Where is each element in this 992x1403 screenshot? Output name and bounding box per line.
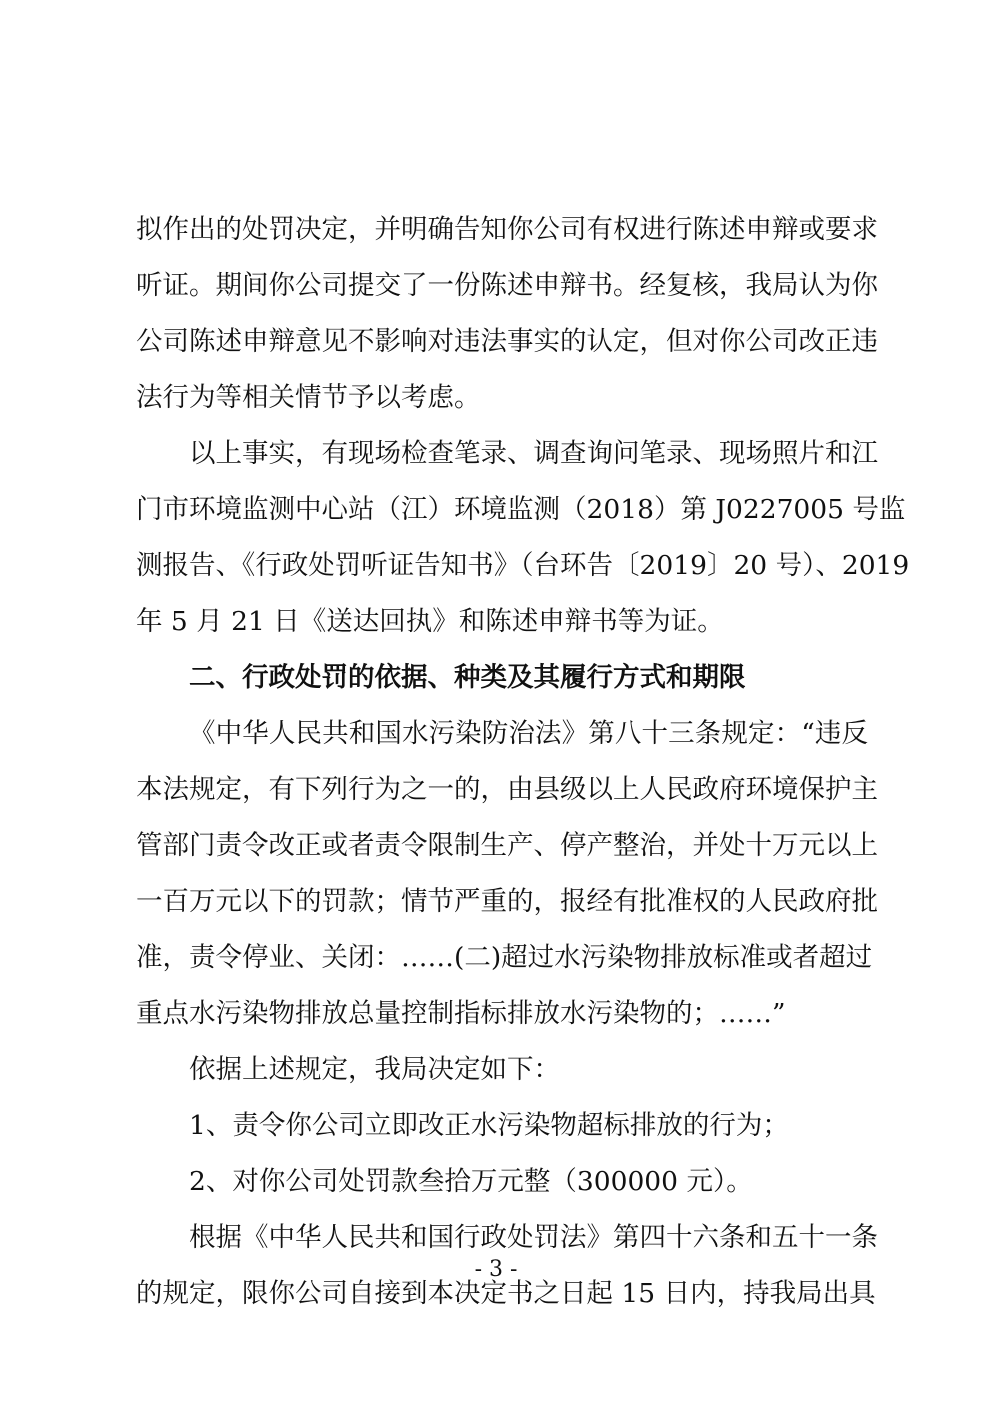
text-line: 听证。期间你公司提交了一份陈述申辩书。经复核，我局认为你: [136, 270, 878, 301]
text-line: 法行为等相关情节予以考虑。: [136, 382, 481, 413]
text-line: 拟作出的处罚决定，并明确告知你公司有权进行陈述申辩或要求: [136, 214, 878, 245]
text-line: 一百万元以下的罚款；情节严重的，报经有批准权的人民政府批: [136, 886, 878, 917]
page-number: - 3 -: [474, 1257, 518, 1282]
text-line: 《中华人民共和国水污染防治法》第八十三条规定：“违反: [189, 718, 868, 749]
list-item: 1、责令你公司立即改正水污染物超标排放的行为；: [189, 1110, 789, 1141]
text-line: 以上事实，有现场检查笔录、调查询问笔录、现场照片和江: [189, 438, 878, 469]
section-heading: 二、行政处罚的依据、种类及其履行方式和期限: [189, 662, 746, 693]
text-line: 管部门责令改正或者责令限制生产、停产整治，并处十万元以上: [136, 830, 878, 861]
text-line: 准，责令停业、关闭：……(二)超过水污染物排放标准或者超过: [136, 942, 873, 973]
text-line: 重点水污染物排放总量控制指标排放水污染物的；……”: [136, 998, 786, 1029]
text-line: 本法规定，有下列行为之一的，由县级以上人民政府环境保护主: [136, 774, 878, 805]
text-line: 测报告、《行政处罚听证告知书》（台环告〔2019〕20 号）、2019: [136, 550, 910, 581]
text-line: 依据上述规定，我局决定如下：: [189, 1054, 560, 1085]
text-line: 公司陈述申辩意见不影响对违法事实的认定，但对你公司改正违: [136, 326, 878, 357]
text-line: 根据《中华人民共和国行政处罚法》第四十六条和五十一条: [189, 1222, 878, 1253]
text-line: 门市环境监测中心站（江）环境监测（2018）第 J0227005 号监: [136, 494, 906, 525]
list-item: 2、对你公司处罚款叁拾万元整（300000 元）。: [189, 1166, 753, 1197]
document-body: [136, 202, 910, 1322]
text-line: 年 5 月 21 日《送达回执》和陈述申辩书等为证。: [136, 606, 724, 637]
text-line: 的规定，限你公司自接到本决定书之日起 15 日内，持我局出具: [136, 1278, 876, 1309]
